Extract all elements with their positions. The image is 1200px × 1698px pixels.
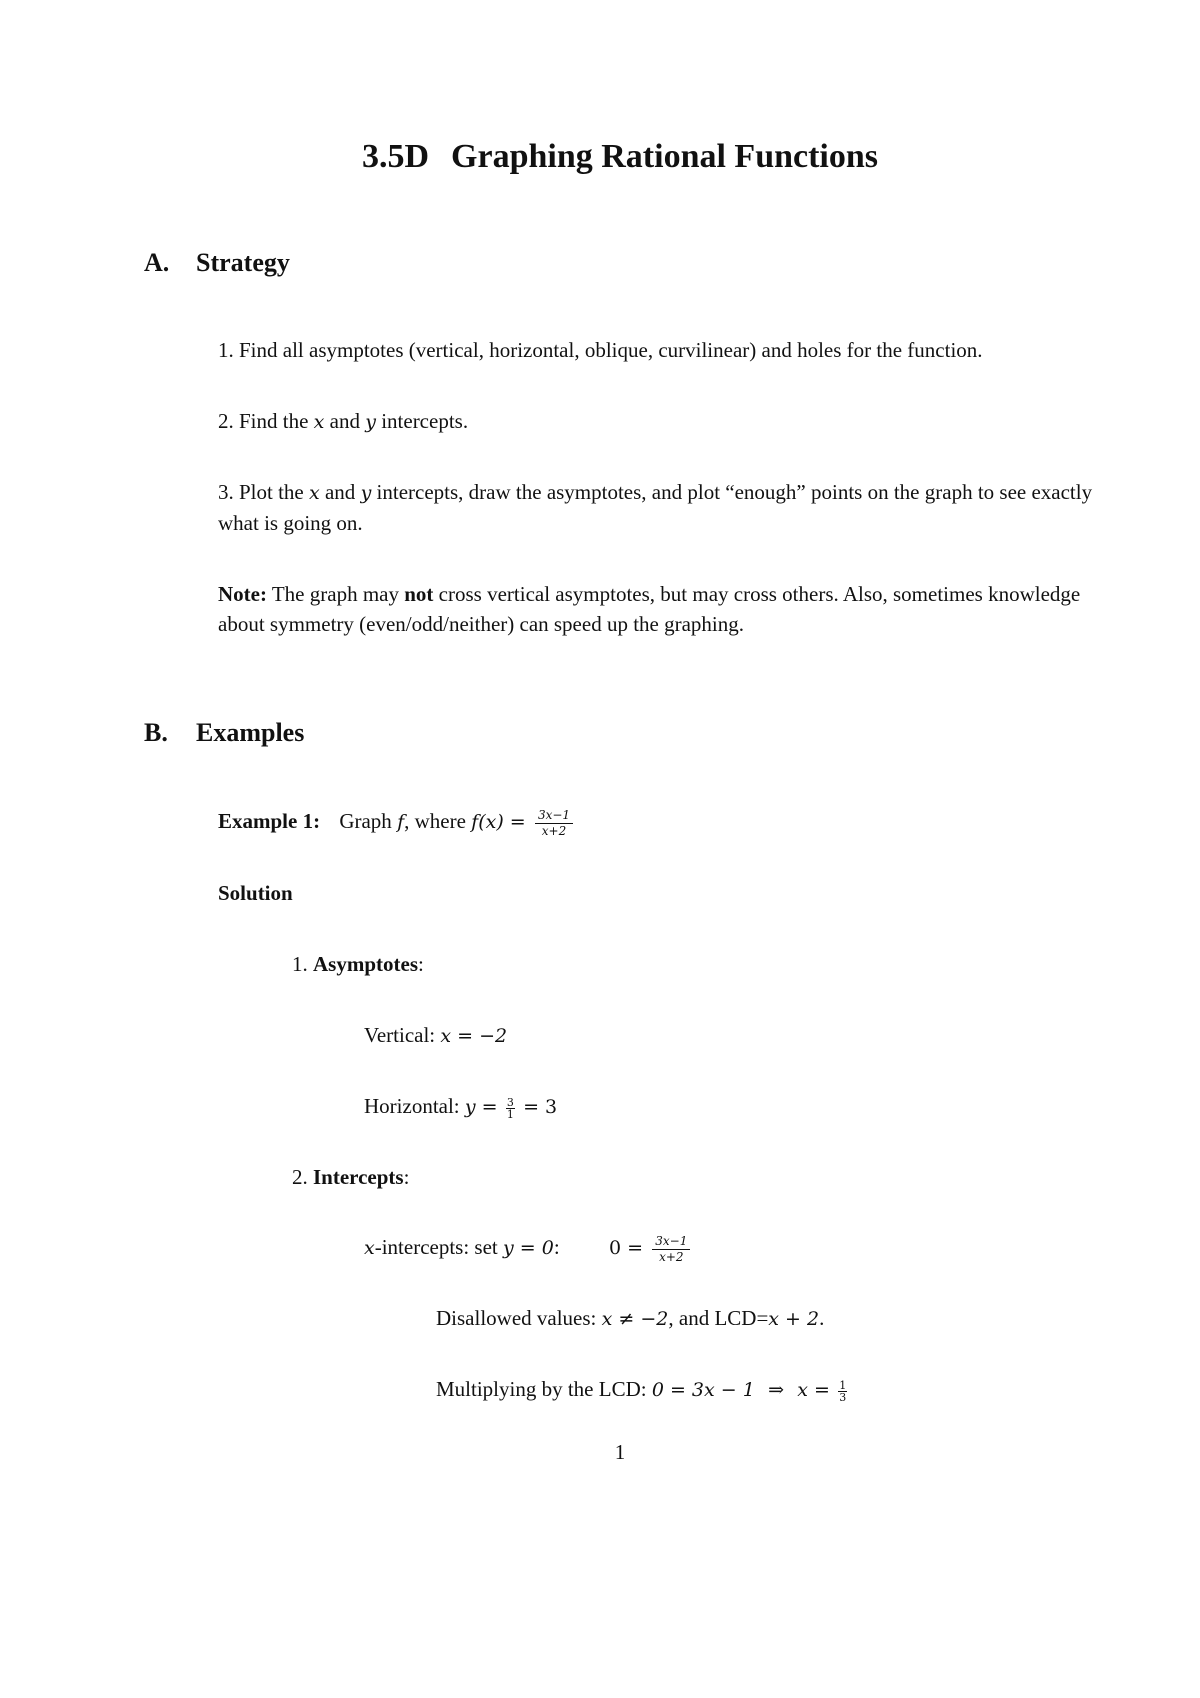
section-b-letter: B. [144, 718, 168, 747]
horizontal-fraction [506, 1097, 515, 1120]
horizontal-asymptote [364, 1091, 557, 1122]
title-text: Graphing Rational Functions [451, 138, 879, 175]
disallowed-end: . [819, 1306, 825, 1330]
example-fraction [535, 809, 573, 838]
disallowed-values-line [436, 1303, 824, 1334]
horizontal-equation: = 3 [523, 1096, 558, 1118]
xint-x: x [364, 1237, 375, 1259]
section-a-heading [144, 248, 290, 278]
section-a-title: Strategy [196, 248, 290, 277]
step2-x: x [313, 411, 325, 433]
step3-x: x [309, 482, 320, 504]
solution-heading [218, 878, 293, 908]
section-b-heading [144, 718, 304, 748]
strategy-step-1: 1. Find all asymptotes (vertical, horizontal, oblique, curvilinear) and holes for the function. [218, 338, 983, 362]
xint-numerator: 3x−1 [652, 1235, 690, 1250]
page-number: 1 [614, 1440, 626, 1464]
mult-denominator: 3 [839, 1390, 847, 1404]
mult-x: x = [797, 1379, 830, 1401]
disallowed-label: Disallowed values: [436, 1306, 597, 1330]
step3-and: and [324, 480, 356, 504]
disallowed-lcd-expr: x + 2 [768, 1308, 820, 1330]
section-b-title: Examples [196, 718, 305, 747]
example-fx: f(x) = [471, 811, 526, 833]
vertical-asymptote [364, 1020, 507, 1051]
xint-set: y = 0 [503, 1237, 554, 1259]
intercepts-colon: : [403, 1165, 410, 1189]
note-pre: The graph may [271, 582, 399, 606]
horizontal-label: Horizontal: [364, 1094, 460, 1118]
x-intercepts-line [364, 1232, 690, 1264]
note-post: cross vertical asymptotes, but may cross others. Also, sometimes knowledge about symmetry (even/odd/neither) can speed up the graphing. [218, 582, 1081, 636]
strategy-note [218, 579, 1098, 639]
strategy-step-3 [218, 477, 1098, 538]
disallowed-equation: x ≠ −2 [601, 1308, 669, 1330]
asymptotes-number: 1. [292, 952, 308, 976]
xint-fraction [652, 1235, 690, 1264]
vertical-equation: x = −2 [440, 1025, 508, 1047]
example-1 [218, 806, 573, 838]
horizontal-numerator: 3 [506, 1095, 514, 1109]
xint-label: -intercepts: set [374, 1235, 498, 1259]
mult-arrow: ⇒ [768, 1379, 784, 1401]
xint-colon: : [553, 1235, 560, 1259]
page-title [0, 138, 1200, 176]
mult-equation: 0 = 3x − 1 [651, 1379, 755, 1401]
step2-pre: 2. Find the [218, 409, 309, 433]
intercepts-label: Intercepts [313, 1165, 404, 1189]
example-pre: Graph [339, 809, 392, 833]
xint-denominator: x+2 [659, 1249, 684, 1264]
step3-pre: 3. Plot the [218, 480, 304, 504]
section-a-letter: A. [144, 248, 170, 277]
asymptotes-colon: : [418, 952, 424, 976]
step3-post: intercepts, draw the asymptotes, and plot “enough” points on the graph to see exactly what is going on. [218, 480, 1093, 535]
xint-equation: 0 = [608, 1237, 643, 1259]
title-number: 3.5D [361, 138, 430, 175]
horizontal-y: y = [464, 1096, 498, 1118]
step2-y: y [365, 411, 376, 433]
mult-numerator: 1 [839, 1378, 847, 1392]
example-denominator: x+2 [541, 823, 567, 838]
intercepts-heading [292, 1162, 409, 1192]
example-numerator: 3x−1 [535, 809, 573, 824]
step2-post: intercepts. [381, 409, 469, 433]
mult-label: Multiplying by the LCD: [436, 1377, 647, 1401]
vertical-label: Vertical: [364, 1023, 436, 1047]
step2-and: and [329, 409, 360, 433]
asymptotes-heading [292, 949, 424, 979]
multiplying-lcd-line [436, 1374, 850, 1405]
example-label: Example 1: [218, 809, 321, 833]
example-f: f [397, 811, 405, 833]
example-where: , where [404, 809, 466, 833]
disallowed-lcd: , and LCD= [668, 1306, 769, 1330]
note-label: Note: [218, 582, 267, 606]
asymptotes-label: Asymptotes [313, 952, 418, 976]
strategy-step-2 [218, 406, 1098, 437]
note-bold: not [404, 582, 434, 606]
intercepts-number: 2. [292, 1165, 308, 1189]
mult-fraction [838, 1380, 847, 1403]
step3-y: y [360, 482, 372, 504]
horizontal-denominator: 1 [506, 1107, 514, 1121]
solution-label: Solution [218, 881, 293, 905]
